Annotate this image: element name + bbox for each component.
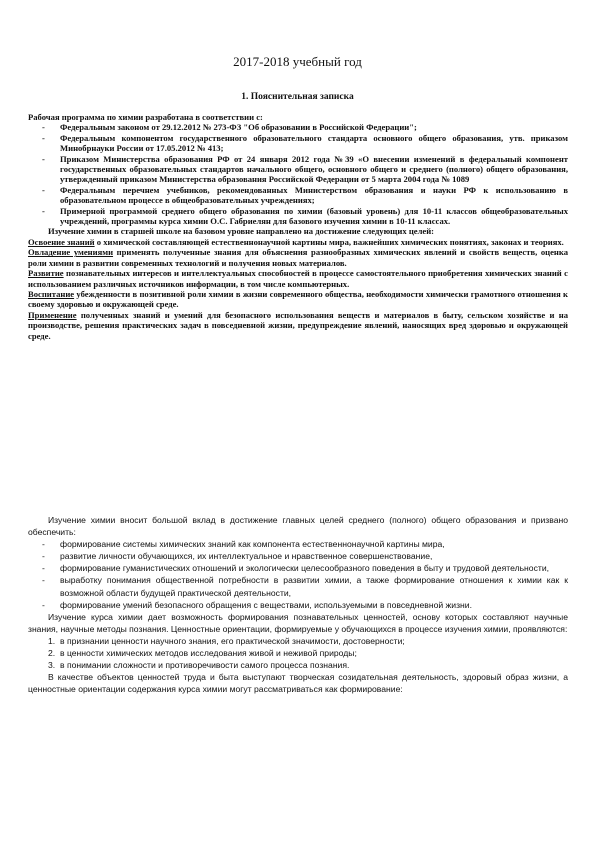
dash-bullet: -: [42, 132, 45, 143]
basis-item: - Федеральным законом от 29.12.2012 № 273-ФЗ "Об образовании в Российской Федерации";: [42, 122, 417, 133]
contribution-item: - формирование гуманистических отношений и экологически целесообразного поведения в быту и трудовой деятельности,: [42, 563, 550, 574]
values-list: [28, 635, 568, 671]
explanatory-note-bold-section: [28, 112, 568, 341]
values-item: 3. в понимании сложности и противоречивости самого процесса познания.: [48, 660, 350, 671]
dash-bullet: -: [42, 205, 45, 216]
goal-lead: Развитие: [28, 268, 64, 279]
goal-lead: Освоение знаний: [28, 236, 95, 247]
dash-bullet: -: [42, 563, 45, 574]
dash-bullet: -: [42, 539, 45, 550]
dash-bullet: -: [42, 551, 45, 562]
basis-intro: Рабочая программа по химии разработана в соответствии с:: [28, 112, 263, 122]
goal-lead: Применение: [28, 309, 77, 320]
goals-intro: Изучение химии в старшей школе на базовом уровне направлено на достижение следующих целей:: [48, 226, 435, 237]
contribution-item: - развитие личности обучающихся, их интеллектуальное и нравственное совершенствование,: [42, 551, 433, 562]
dash-bullet: -: [42, 599, 45, 610]
dash-bullet: -: [42, 122, 45, 133]
goal-paragraph: Освоение знаний о химической составляющей естественнонаучной картины мира, важнейших химических понятиях, законах и теориях.: [28, 236, 564, 247]
dash-bullet: -: [42, 184, 45, 195]
contribution-intro: Изучение химии вносит большой вклад в достижение главных целей среднего (полного) общего образования и призвано обеспечить:: [28, 515, 568, 538]
contribution-item: - формирование умений безопасного обращения с веществами, используемыми в повседневной жизни.: [42, 599, 472, 610]
contribution-item: - выработку понимания общественной потребности в развитии химии, а также формирование отношения к химии как к возможной области будущей практической деятельности,: [42, 575, 568, 598]
document-title: 2017-2018 учебный год: [233, 54, 362, 69]
goal-paragraph: Развитие познавательных интересов и интеллектуальных способностей в процессе самостоятельного приобретения химических знаний с использованием различных источников информации, в том числе компьютерных.: [28, 268, 568, 289]
list-number: 3.: [48, 660, 56, 671]
goal-lead: Воспитание: [28, 288, 75, 299]
values-item: 2. в ценности химических методов исследования живой и неживой природы;: [48, 648, 357, 659]
dash-bullet: -: [42, 575, 45, 586]
basis-item: - Примерной программой среднего общего образования по химии (базовый уровень) для 10-11 классов общеобразовательных учреждений, программы курса химии О.С. Габриелян для базового изучения химии в 10-11 классах.: [42, 205, 568, 227]
basis-list: [28, 122, 568, 226]
goal-paragraph: Воспитание убежденности в позитивной роли химии в жизни современного общества, необходимости химически грамотного отношения к своему здоровью и окружающей среде.: [28, 288, 568, 310]
list-number: 2.: [48, 648, 56, 659]
values-intro: Изучение курса химии дает возможность формирования познавательных ценностей, основу которых составляют научные знания, научные методы познания. Ценностные ориентации, формируемые у обучающихся в процессе изучения химии, проявляются:: [28, 611, 568, 634]
explanatory-note-regular-section: [28, 514, 568, 695]
goal-paragraph: Овладение умениями применять полученные знания для объяснения разнообразных химических явлений и свойств веществ, оценка роли химии в развитии современных технологий и получения новых материалов.: [28, 247, 568, 268]
values-item: 1. в признании ценности научного знания, его практической значимости, достоверности;: [48, 635, 405, 646]
closing-paragraph: В качестве объектов ценностей труда и быта выступают творческая созидательная деятельность, здоровый образ жизни, а ценностные ориентации содержания курса химии могут рассматриваться как формирование:: [28, 672, 568, 695]
contribution-list: [28, 538, 568, 611]
dash-bullet: -: [42, 153, 45, 164]
basis-item: - Приказом Министерства образования РФ от 24 января 2012 года №39 «О внесении изменений в федеральный компонент государственных образовательных стандартов начального общего, основного общего и среднего (полного) общего образования, утвержденный приказом Министерства образования Российской Федерации от 5 марта 2004 года № 1089: [42, 153, 568, 185]
list-number: 1.: [48, 635, 56, 646]
goal-paragraph: Применение полученных знаний и умений для безопасного использования веществ и материалов в быту, сельском хозяйстве и на производстве, решения практических задач в повседневной жизни, предупреждение явлений, наносящих вред здоровью и окружающей среде.: [28, 309, 568, 341]
basis-item: - Федеральным перечнем учебников, рекомендованных Министерством образования и науки РФ к использованию в образовательном процессе в общеобразовательных учреждениях;: [42, 184, 568, 206]
basis-item: - Федеральным компонентом государственного образовательного стандарта основного общего образования, утв. приказом Минобрнауки России от 17.05.2012 № 413;: [42, 132, 568, 154]
goal-lead: Овладение умениями: [28, 247, 114, 258]
section-heading: 1. Пояснительная записка: [241, 92, 354, 102]
contribution-item: - формирование системы химических знаний как компонента естественнонаучной картины мира,: [42, 539, 445, 550]
